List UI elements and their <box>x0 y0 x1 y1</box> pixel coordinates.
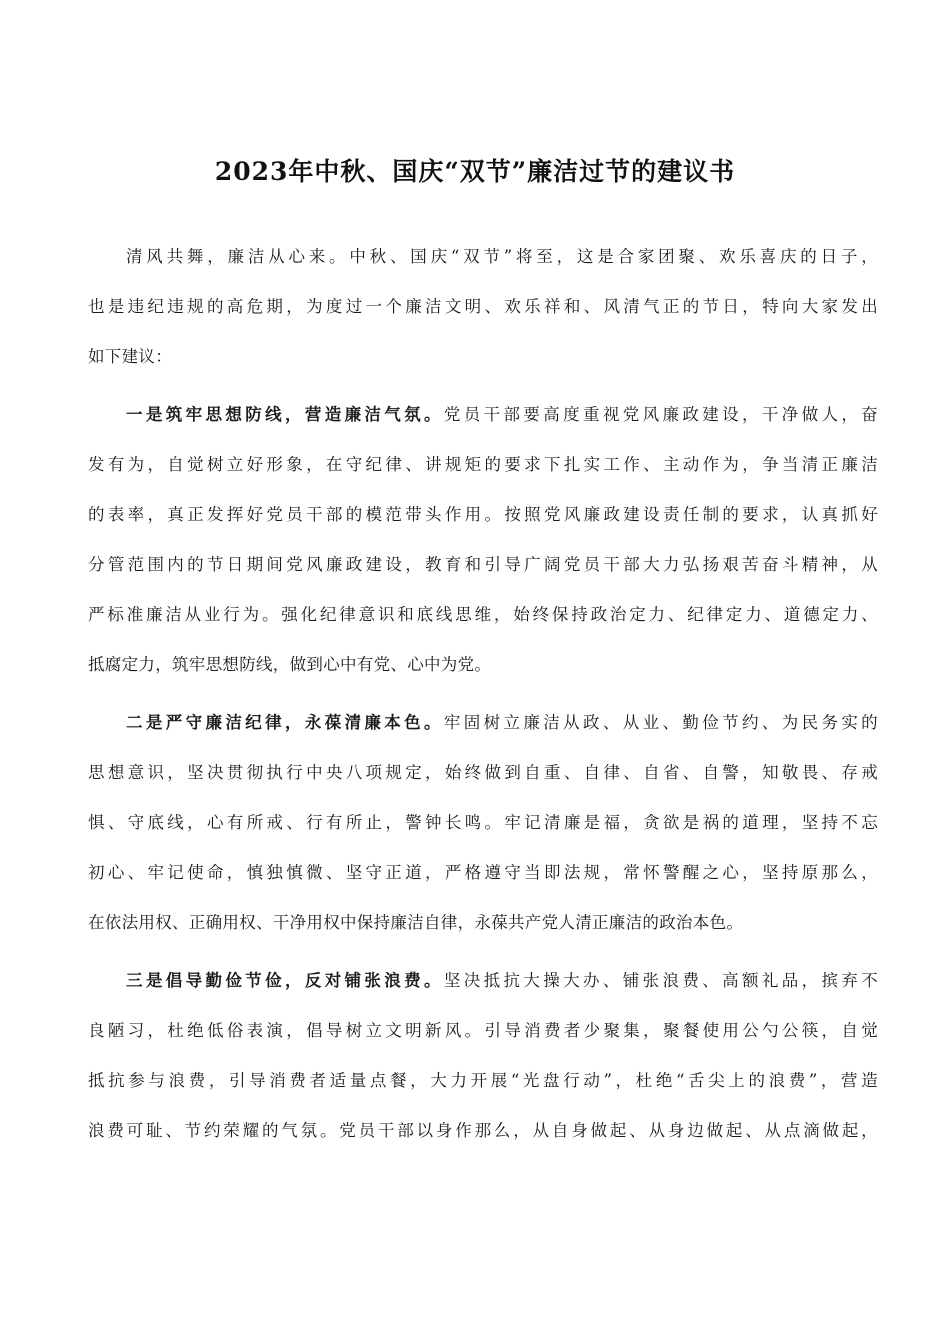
section-2-text: 牢固树立廉洁从政、从业、勤俭节约、为民务实的 <box>443 713 878 732</box>
section-2-line: 惧、守底线，心有所戒、行有所止，警钟长鸣。牢记清廉是福，贪欲是祸的道理，坚持不忘 <box>88 813 878 832</box>
intro-line: 如下建议： <box>88 347 172 366</box>
section-3-text: 坚决抵抗大操大办、铺张浪费、高额礼品，摈弃不 <box>443 971 878 990</box>
section-2-line: 思想意识，坚决贯彻执行中央八项规定，始终做到自重、自律、自省、自警，知敬畏、存戒 <box>88 763 878 782</box>
section-1-line: 的表率，真正发挥好党员干部的模范带头作用。按照党风廉政建设责任制的要求，认真抓好 <box>88 505 878 524</box>
section-1-first-line <box>126 401 878 429</box>
section-1-line: 严标准廉洁从业行为。强化纪律意识和底线思维，始终保持政治定力、纪律定力、道德定力、 <box>88 605 878 624</box>
section-1-line: 分管范围内的节日期间党风廉政建设，教育和引导广阔党员干部大力弘扬艰苦奋斗精神，从 <box>88 555 878 574</box>
section-3-first-line <box>126 967 878 995</box>
section-3-line: 抵抗参与浪费，引导消费者适量点餐，大力开展“光盘行动”，杜绝“舌尖上的浪费”，营造 <box>88 1071 878 1090</box>
document-title: 2023年中秋、国庆“双节”廉洁过节的建议书 <box>214 157 736 186</box>
section-1-line: 抵腐定力，筑牢思想防线，做到心中有党、心中为党。 <box>88 655 492 674</box>
section-2-line: 初心、牢记使命，慎独慎微、坚守正道，严格遵守当即法规，常怀警醒之心，坚持原那么， <box>88 863 878 882</box>
section-2-first-line <box>126 709 878 737</box>
section-1-heading: 一是筑牢思想防线，营造廉洁气氛。 <box>126 405 444 424</box>
section-3-line: 浪费可耻、节约荣耀的气氛。党员干部以身作那么，从自身做起、从身边做起、从点滴做起， <box>88 1121 878 1140</box>
section-1-text: 党员干部要高度重视党风廉政建设，干净做人，奋 <box>443 405 878 424</box>
intro-line: 也是违纪违规的高危期，为度过一个廉洁文明、欢乐祥和、风清气正的节日，特向大家发出 <box>88 297 878 316</box>
intro-line: 清风共舞，廉洁从心来。中秋、国庆“双节”将至，这是合家团聚、欢乐喜庆的日子， <box>126 247 878 266</box>
section-3-heading: 三是倡导勤俭节俭，反对铺张浪费。 <box>126 971 444 990</box>
section-1-line: 发有为，自觉树立好形象，在守纪律、讲规矩的要求下扎实工作、主动作为，争当清正廉洁 <box>88 455 878 474</box>
section-2-heading: 二是严守廉洁纪律，永葆清廉本色。 <box>126 713 444 732</box>
section-2-line: 在依法用权、正确用权、干净用权中保持廉洁自律，永葆共产党人清正廉洁的政治本色。 <box>88 913 744 932</box>
section-3-line: 良陋习，杜绝低俗表演，倡导树立文明新风。引导消费者少聚集，聚餐使用公勺公筷，自觉 <box>88 1021 878 1040</box>
